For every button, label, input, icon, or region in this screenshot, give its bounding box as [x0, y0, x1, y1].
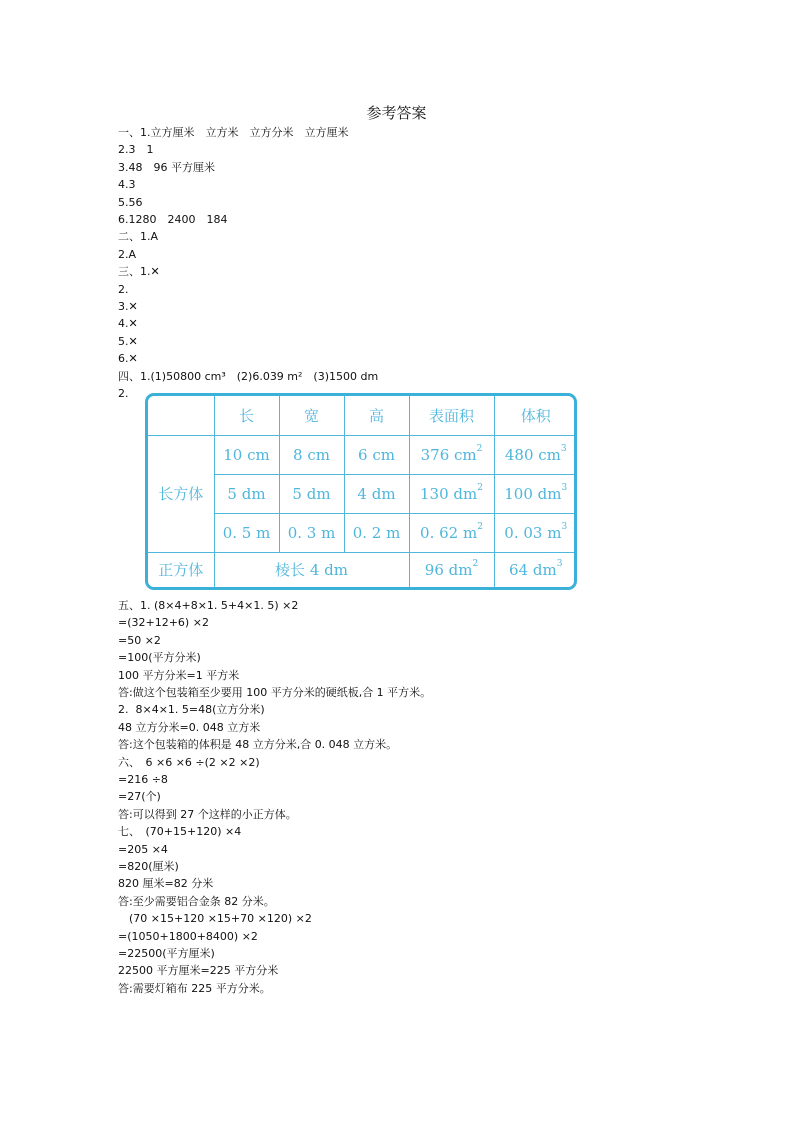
cell-area: 376 $cm^2$ [409, 435, 494, 474]
answer-line: =50 ×2 [118, 633, 161, 647]
cell-height: 6 cm [344, 435, 409, 474]
answer-line: 2. 8×4×1. 5=48(立方分米) [118, 703, 265, 717]
answer-line: 一、1.立方厘米 立方米 立方分米 立方厘米 [118, 126, 349, 139]
answer-line: 五、1. (8×4+8×1. 5+4×1. 5) ×2 [118, 599, 299, 612]
answer-line: 5.✕ [118, 334, 138, 348]
cell-volume: 0. 03 $m^3$ [494, 513, 577, 552]
cell-volume: 64 $dm^3$ [494, 552, 577, 587]
answer-line: 22500 平方厘米=225 平方分米 [118, 964, 279, 978]
cell-width: 0. 3 m [279, 513, 344, 552]
answer-line: 5.56 [118, 195, 143, 209]
answer-line: 100 平方分米=1 平方米 [118, 668, 240, 682]
answer-line: =216 ÷8 [118, 773, 168, 786]
cell-area: 96 $dm^2$ [409, 552, 494, 587]
answer-table [145, 393, 577, 590]
cell-area: 130 $dm^2$ [409, 474, 494, 513]
answer-line: 答:可以得到 27 个这样的小正方体。 [118, 807, 297, 821]
header-volume: 体积 [494, 396, 577, 435]
answer-line: 答:至少需要铝合金条 82 分米。 [118, 894, 275, 908]
cell-width: 8 cm [279, 435, 344, 474]
cell-width: 5 dm [279, 474, 344, 513]
answer-line: =100(平方分米) [118, 651, 201, 665]
answer-line: 二、1.A [118, 230, 159, 244]
row-label-cube: 正方体 [148, 552, 214, 587]
answer-line: 4.✕ [118, 317, 138, 331]
answer-line: 2.A [118, 247, 137, 261]
answer-line: 820 厘米=82 分米 [118, 877, 214, 891]
cell-area: 0. 62 $m^2$ [409, 513, 494, 552]
cell-height: 4 dm [344, 474, 409, 513]
answer-line: 3.✕ [118, 300, 138, 313]
cell-height: 0. 2 m [344, 513, 409, 552]
answer-line: 2. [118, 387, 129, 400]
answer-line: 2.3 1 [118, 143, 154, 157]
answer-line: 七、 (70+15+120) ×4 [118, 825, 242, 839]
header-width: 宽 [279, 396, 344, 435]
header-length: 长 [214, 396, 279, 435]
table-corner [148, 396, 214, 435]
answer-line: 3.48 96 平方厘米 [118, 160, 215, 174]
answer-line: 四、1.(1)50800 cm³ (2)6.039 m² (3)1500 dm [118, 369, 379, 383]
cell-volume: 100 $dm^3$ [494, 474, 577, 513]
answer-line: (70 ×15+120 ×15+70 ×120) ×2 [118, 912, 312, 926]
answer-line: 4.3 [118, 178, 136, 192]
cell-volume: 480 $cm^3$ [494, 435, 577, 474]
answer-line: 答:这个包装箱的体积是 48 立方分米,合 0. 048 立方米。 [118, 738, 398, 752]
answer-line: =22500(平方厘米) [118, 947, 215, 960]
answer-line: 三、1.✕ [118, 265, 160, 279]
header-surface-area: 表面积 [409, 396, 494, 435]
answer-line: 6.1280 2400 184 [118, 213, 228, 226]
answer-line: =205 ×4 [118, 842, 168, 856]
page-title: 参考答案 [366, 104, 427, 122]
cell-length: 5 dm [214, 474, 279, 513]
row-label-cuboid: 长方体 [148, 435, 214, 552]
header-height: 高 [344, 396, 409, 435]
answer-line: =(32+12+6) ×2 [118, 616, 209, 630]
answer-line: 答:做这个包装箱至少要用 100 平方分米的硬纸板,合 1 平方米。 [118, 686, 432, 699]
answer-line: =27(个) [118, 790, 161, 804]
answer-line: 六、 6 ×6 ×6 ÷(2 ×2 ×2) [118, 755, 260, 769]
answer-line: =820(厘米) [118, 860, 179, 873]
cell-cube-edge: 棱长 4 dm [214, 552, 409, 587]
answer-line: 6.✕ [118, 352, 138, 366]
answer-line: 2. [118, 282, 129, 296]
cell-length: 0. 5 m [214, 513, 279, 552]
cell-length: 10 cm [214, 435, 279, 474]
answer-line: =(1050+1800+8400) ×2 [118, 929, 258, 943]
answer-line: 答:需要灯箱布 225 平方分米。 [118, 981, 271, 995]
answer-line: 48 立方分米=0. 048 立方米 [118, 720, 261, 734]
